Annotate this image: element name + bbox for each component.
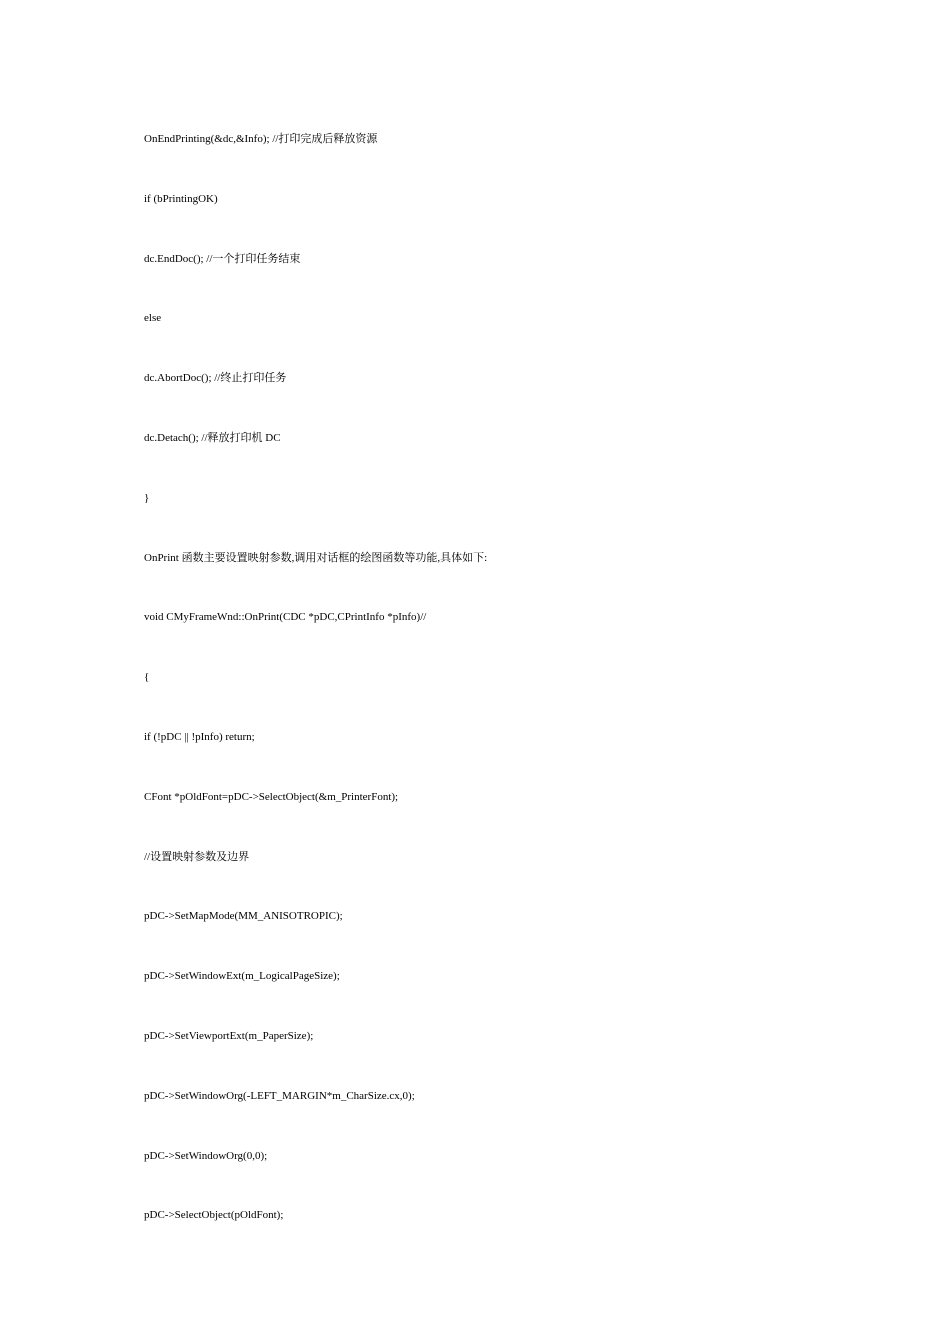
code-line: dc.AbortDoc(); //终止打印任务 (144, 372, 287, 385)
paragraph-text: OnPrint 函数主要设置映射参数,调用对话框的绘图函数等功能,具体如下: (144, 551, 488, 564)
code-line: if (bPrintingOK) (144, 192, 218, 205)
code-line: dc.EndDoc(); //一个打印任务结束 (144, 252, 301, 265)
code-line: dc.Detach(); //释放打印机 DC (144, 431, 281, 444)
code-line: void CMyFrameWnd::OnPrint(CDC *pDC,CPrintInfo *pInfo)// (144, 611, 427, 624)
code-line: pDC->SetWindowOrg(-LEFT_MARGIN*m_CharSize.cx,0); (144, 1089, 415, 1102)
code-line: pDC->SetViewportExt(m_PaperSize); (144, 1029, 314, 1042)
code-line: } (144, 491, 150, 504)
code-line: CFont *pOldFont=pDC->SelectObject(&m_PrinterFont); (144, 790, 399, 803)
code-line: OnEndPrinting(&dc,&Info); //打印完成后释放资源 (144, 133, 378, 145)
code-comment: //设置映射参数及边界 (144, 850, 250, 863)
code-line: pDC->SetMapMode(MM_ANISOTROPIC); (144, 910, 343, 923)
code-line: if (!pDC || !pInfo) return; (144, 730, 255, 743)
code-line: pDC->SetWindowOrg(0,0); (144, 1149, 268, 1162)
code-line: else (144, 312, 162, 325)
code-listing (144, 130, 487, 1266)
code-line: { (144, 671, 150, 684)
code-line: pDC->SelectObject(pOldFont); (144, 1209, 284, 1222)
code-line: pDC->SetWindowExt(m_LogicalPageSize); (144, 970, 340, 983)
